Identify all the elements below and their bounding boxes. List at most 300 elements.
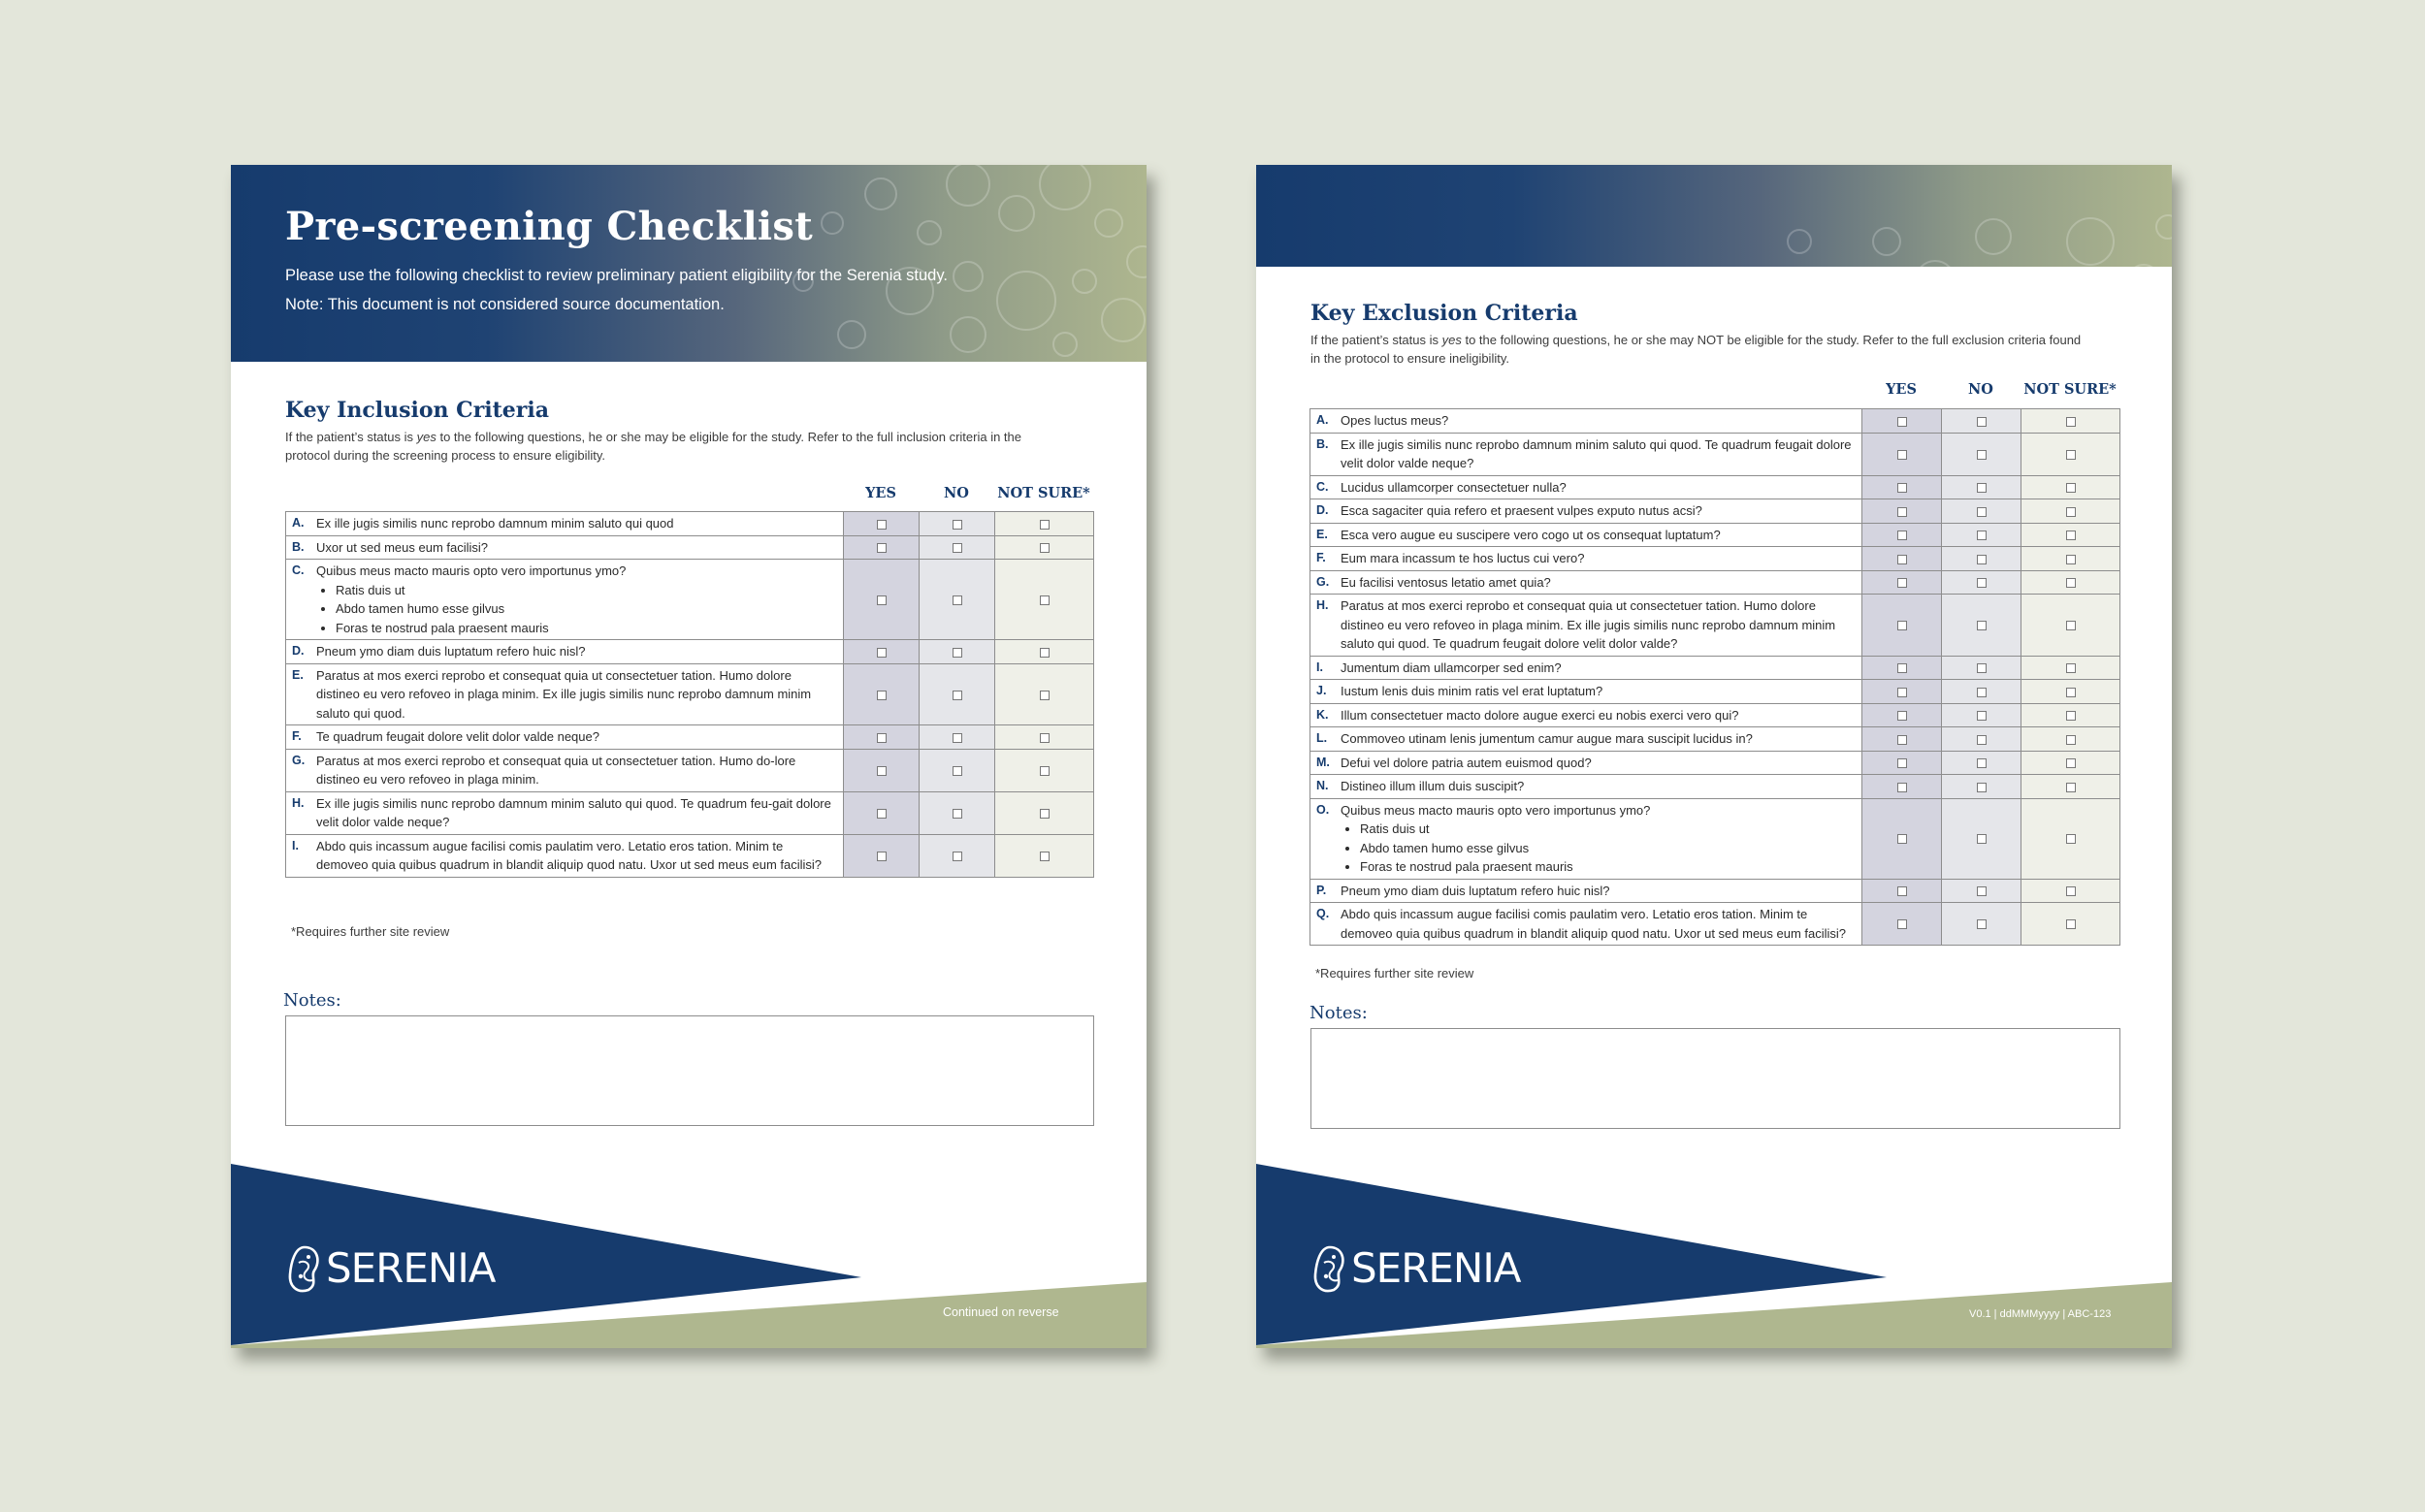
criteria-subitem: • Abdo tamen humo esse gilvus [1360,839,1856,858]
criteria-subitem: • Foras te nostrud pala praesent mauris [336,619,837,638]
criteria-letter: G. [1316,574,1330,589]
checkbox-icon[interactable] [2066,483,2076,493]
criteria-letter: Q. [1316,907,1330,920]
answer-cell-yes [1862,595,1942,657]
criteria-question [286,512,844,536]
criteria-question [1310,475,1862,499]
answer-cell-no [1942,727,2021,752]
criteria-row [1310,570,2120,595]
checkbox-icon[interactable] [2066,919,2076,929]
criteria-question [1310,703,1862,727]
checkbox-icon[interactable] [877,543,887,553]
answer-cell-yes [1862,680,1942,704]
checkbox-icon[interactable] [877,595,887,605]
criteria-letter: H. [292,795,305,810]
checkbox-icon[interactable] [1897,834,1907,844]
criteria-text: Abdo quis incassum augue facilisi comis paulatim vero. Letatio eros tation. Minim te demoveo quia quibus quadrum in blandit aliquip quod natu. Uxor ut sed meus eum facilisi? [1341,907,1847,941]
intro-text: Please use the following checklist to review preliminary patient eligibility for the Serenia study. [285,267,948,284]
criteria-question [1310,656,1862,680]
answer-cell-yes [1862,499,1942,524]
criteria-row [1310,523,2120,547]
criteria-question [1310,409,1862,434]
checkbox-icon[interactable] [1040,809,1050,819]
checkbox-icon[interactable] [1897,450,1907,460]
checkbox-icon[interactable] [877,648,887,658]
checkbox-icon[interactable] [1040,766,1050,776]
answer-cell-no [1942,433,2021,475]
answer-cell-no [1942,798,2021,879]
checkbox-icon[interactable] [1040,543,1050,553]
checkbox-icon[interactable] [1977,483,1987,493]
answer-cell-yes [1862,656,1942,680]
checkbox-icon[interactable] [2066,555,2076,564]
answer-cell-yes [1862,727,1942,752]
checkbox-icon[interactable] [953,691,962,700]
checkbox-icon[interactable] [1897,483,1907,493]
criteria-row [286,749,1094,791]
footnote: *Requires further site review [291,924,450,939]
bubble-pattern-decoration [231,165,1147,362]
notes-field[interactable] [285,1015,1094,1126]
checkbox-icon[interactable] [2066,783,2076,792]
checkbox-icon[interactable] [2066,531,2076,540]
answer-cell-not-sure [2021,775,2120,799]
answer-cell-not-sure [995,725,1094,750]
criteria-text: Pneum ymo diam duis luptatum refero huic nisl? [316,644,586,659]
criteria-text: Defui vel dolore patria autem euismod quod? [1341,755,1592,770]
checkbox-icon[interactable] [953,543,962,553]
checkbox-icon[interactable] [2066,417,2076,427]
answer-cell-not-sure [995,749,1094,791]
checkbox-icon[interactable] [2066,578,2076,588]
criteria-letter: M. [1316,755,1330,769]
checkbox-icon[interactable] [877,733,887,743]
notes-field[interactable] [1310,1028,2120,1129]
criteria-text: Ex ille jugis similis nunc reprobo damnum minim saluto qui quod. Te quadrum feu-gait dolore velit dolor valde neque? [316,795,831,829]
criteria-text: Quibus meus macto mauris opto vero importunus ymo? [1341,802,1651,818]
checkbox-icon[interactable] [1977,886,1987,896]
answer-cell-not-sure [2021,680,2120,704]
criteria-question [1310,798,1862,879]
checkbox-icon[interactable] [1977,578,1987,588]
criteria-question [1310,547,1862,571]
inclusion-criteria-table [285,511,1094,878]
page-header-banner [231,165,1147,362]
answer-cell-yes [1862,751,1942,775]
criteria-text: Ex ille jugis similis nunc reprobo damnum minim saluto qui quod. Te quadrum feugait dolore velit dolor valde neque? [1341,436,1852,470]
answer-cell-no [1942,656,2021,680]
answer-cell-no [1942,879,2021,903]
checkbox-icon[interactable] [2066,507,2076,517]
answer-cell-not-sure [995,560,1094,640]
checkbox-icon[interactable] [1040,648,1050,658]
answer-cell-yes [1862,523,1942,547]
checkbox-icon[interactable] [2066,758,2076,768]
criteria-row [1310,547,2120,571]
checkbox-icon[interactable] [2066,688,2076,697]
checkbox-icon[interactable] [1040,595,1050,605]
answer-cell-not-sure [995,640,1094,664]
checkbox-icon[interactable] [1977,735,1987,745]
description-text: If the patient’s status is [1310,333,1442,347]
answer-cell-no [920,640,995,664]
criteria-row [1310,879,2120,903]
column-header-yes: YES [865,485,896,501]
answer-cell-no [1942,680,2021,704]
criteria-letter: E. [1316,527,1328,541]
answer-cell-not-sure [2021,547,2120,571]
answer-cell-yes [1862,547,1942,571]
answer-cell-no [920,791,995,834]
criteria-row [1310,595,2120,657]
criteria-letter: J. [1316,684,1327,697]
criteria-letter: N. [1316,779,1329,792]
criteria-row [286,512,1094,536]
criteria-letter: P. [1316,883,1327,897]
serenia-logo-mark-icon [285,1241,324,1296]
criteria-question [286,725,844,750]
answer-cell-not-sure [2021,656,2120,680]
checkbox-icon[interactable] [1897,578,1907,588]
checkbox-icon[interactable] [1977,555,1987,564]
answer-cell-yes [844,725,920,750]
serenia-logo [1310,1241,1520,1296]
source-note-text: Note: This document is not considered source documentation. [285,296,725,313]
section-title-inclusion: Key Inclusion Criteria [285,398,550,423]
checkbox-icon[interactable] [1040,520,1050,530]
criteria-question [1310,727,1862,752]
checkbox-icon[interactable] [953,595,962,605]
criteria-letter: K. [1316,707,1329,722]
answer-cell-yes [844,512,920,536]
answer-cell-not-sure [2021,751,2120,775]
criteria-question [1310,595,1862,657]
footnote: *Requires further site review [1315,966,1474,981]
criteria-text: Paratus at mos exerci reprobo et consequat quia ut consectetuer tation. Humo do-lore distineo eu vero refoveo in plaga minim. [316,753,796,787]
criteria-row [1310,656,2120,680]
notes-label: Notes: [1310,1003,1368,1023]
checklist-page-back [1256,165,2172,1348]
answer-cell-no [1942,409,2021,434]
answer-cell-yes [1862,903,1942,946]
criteria-question [286,640,844,664]
description-emphasis: yes [1441,333,1462,347]
criteria-text: Abdo quis incassum augue facilisi comis paulatim vero. Letatio eros tation. Minim te demoveo quia quibus quadrum in blandit aliquip quod natu. Uxor ut sed meus eum facilisi? [316,838,823,872]
criteria-row [1310,903,2120,946]
answer-cell-no [1942,523,2021,547]
answer-cell-no [920,663,995,725]
checkbox-icon[interactable] [953,809,962,819]
criteria-text: Quibus meus macto mauris opto vero importunus ymo? [316,563,627,578]
criteria-row [286,791,1094,834]
checkbox-icon[interactable] [1040,691,1050,700]
answer-cell-yes [1862,879,1942,903]
answer-cell-yes [844,834,920,877]
criteria-subitem: • Abdo tamen humo esse gilvus [336,599,837,619]
criteria-row [1310,475,2120,499]
description-text: If the patient’s status is [285,430,417,444]
answer-cell-yes [1862,433,1942,475]
notes-label: Notes: [283,990,341,1011]
checkbox-icon[interactable] [2066,886,2076,896]
answer-cell-not-sure [2021,523,2120,547]
criteria-question [1310,523,1862,547]
criteria-row [286,560,1094,640]
answer-cell-yes [1862,775,1942,799]
checkbox-icon[interactable] [2066,711,2076,721]
criteria-letter: E. [292,667,304,682]
criteria-row [286,834,1094,877]
criteria-sublist [316,581,837,638]
criteria-text: Iustum lenis duis minim ratis vel erat luptatum? [1341,684,1603,698]
answer-cell-not-sure [2021,703,2120,727]
criteria-row [1310,680,2120,704]
answer-cell-no [1942,475,2021,499]
description-text: to the following questions, he or she may NOT be eligible for the study. Refer to the full exclusion criteria found in the protocol to ensure ineligibility. [1310,333,2082,366]
criteria-question [1310,879,1862,903]
criteria-subitem: • Foras te nostrud pala praesent mauris [1360,857,1856,877]
criteria-letter: A. [1316,413,1329,427]
inclusion-description [285,428,1061,465]
checkbox-icon[interactable] [1897,735,1907,745]
criteria-question [1310,499,1862,524]
exclusion-description [1310,331,2086,368]
checkbox-icon[interactable] [1977,711,1987,721]
checkbox-icon[interactable] [2066,450,2076,460]
answer-cell-no [920,725,995,750]
checkbox-icon[interactable] [1977,531,1987,540]
checkbox-icon[interactable] [1897,886,1907,896]
answer-cell-no [1942,499,2021,524]
criteria-row [1310,775,2120,799]
criteria-text: Ex ille jugis similis nunc reprobo damnum minim saluto qui quod [316,516,674,531]
description-emphasis: yes [416,430,436,444]
criteria-letter: D. [292,644,305,658]
checkbox-icon[interactable] [2066,834,2076,844]
answer-cell-no [1942,751,2021,775]
checkbox-icon[interactable] [2066,735,2076,745]
criteria-question [1310,680,1862,704]
criteria-letter: B. [1316,436,1329,451]
serenia-logo [285,1241,495,1296]
answer-cell-not-sure [2021,475,2120,499]
checkbox-icon[interactable] [1897,621,1907,630]
column-header-no: NO [1968,381,1993,398]
answer-cell-no [920,560,995,640]
criteria-letter: I. [292,838,299,853]
checkbox-icon[interactable] [1977,834,1987,844]
answer-cell-no [920,834,995,877]
criteria-letter: O. [1316,802,1330,817]
criteria-row [286,663,1094,725]
criteria-row [1310,433,2120,475]
answer-cell-yes [844,791,920,834]
criteria-question [286,535,844,560]
answer-cell-not-sure [2021,903,2120,946]
criteria-text: Pneum ymo diam duis luptatum refero huic nisl? [1341,883,1610,898]
criteria-row [1310,499,2120,524]
criteria-letter: L. [1316,731,1328,745]
checkbox-icon[interactable] [1897,663,1907,673]
criteria-sublist [1341,820,1856,877]
answer-cell-yes [844,663,920,725]
criteria-text: Esca sagaciter quia refero et praesent vulpes exputo nutus acsi? [1341,503,1702,518]
checkbox-icon[interactable] [877,520,887,530]
criteria-question [1310,751,1862,775]
criteria-question [286,834,844,877]
criteria-subitem: • Ratis duis ut [336,581,837,600]
page-header-banner [1256,165,2172,267]
answer-cell-not-sure [2021,570,2120,595]
checkbox-icon[interactable] [953,520,962,530]
criteria-letter: F. [292,729,302,743]
criteria-text: Eu facilisi ventosus letatio amet quia? [1341,574,1551,590]
criteria-text: Lucidus ullamcorper consectetuer nulla? [1341,479,1567,495]
criteria-letter: F. [1316,551,1326,564]
checkbox-icon[interactable] [877,691,887,700]
checkbox-icon[interactable] [877,852,887,861]
answer-cell-no [1942,595,2021,657]
answer-cell-yes [1862,798,1942,879]
criteria-subitem: • Ratis duis ut [1360,820,1856,839]
page-title: Pre-screening Checklist [285,204,814,249]
criteria-row [1310,751,2120,775]
checkbox-icon[interactable] [1977,507,1987,517]
answer-cell-yes [844,640,920,664]
criteria-letter: H. [1316,598,1329,612]
answer-cell-not-sure [995,512,1094,536]
checkbox-icon[interactable] [1977,663,1987,673]
criteria-text: Distineo illum illum duis suscipit? [1341,779,1525,793]
answer-cell-yes [1862,409,1942,434]
answer-cell-not-sure [2021,433,2120,475]
criteria-text: Esca vero augue eu suscipere vero cogo ut os consequat luptatum? [1341,527,1721,542]
column-header-not-sure: NOT SURE* [997,485,1090,501]
checkbox-icon[interactable] [953,852,962,861]
answer-cell-not-sure [2021,409,2120,434]
answer-cell-yes [844,560,920,640]
checkbox-icon[interactable] [1977,758,1987,768]
exclusion-criteria-table [1310,408,2120,946]
criteria-text: Eum mara incassum te hos luctus cui vero? [1341,551,1585,565]
criteria-question [1310,433,1862,475]
criteria-question [1310,570,1862,595]
answer-cell-no [1942,775,2021,799]
answer-cell-not-sure [995,834,1094,877]
answer-cell-no [1942,903,2021,946]
checkbox-icon[interactable] [1897,919,1907,929]
criteria-row [286,725,1094,750]
checkbox-icon[interactable] [877,766,887,776]
criteria-row [1310,703,2120,727]
checkbox-icon[interactable] [1897,758,1907,768]
criteria-row [1310,798,2120,879]
checkbox-icon[interactable] [1897,688,1907,697]
criteria-text: Te quadrum feugait dolore velit dolor valde neque? [316,729,599,744]
version-info: V0.1 | ddMMMyyyy | ABC-123 [1969,1308,2112,1320]
criteria-letter: I. [1316,659,1323,674]
checkbox-icon[interactable] [953,733,962,743]
column-header-no: NO [944,485,969,501]
answer-cell-not-sure [2021,798,2120,879]
answer-cell-yes [1862,475,1942,499]
criteria-text: Illum consectetuer macto dolore augue exerci eu nobis exerci vero qui? [1341,707,1739,723]
column-header-not-sure: NOT SURE* [2023,381,2117,398]
checkbox-icon[interactable] [1897,555,1907,564]
criteria-row [286,535,1094,560]
checkbox-icon[interactable] [1977,417,1987,427]
checkbox-icon[interactable] [1977,621,1987,630]
column-header-yes: YES [1886,381,1917,398]
checkbox-icon[interactable] [1040,733,1050,743]
checkbox-icon[interactable] [1897,783,1907,792]
answer-cell-yes [1862,703,1942,727]
answer-cell-yes [844,749,920,791]
answer-cell-no [1942,570,2021,595]
answer-cell-yes [1862,570,1942,595]
checkbox-icon[interactable] [1977,450,1987,460]
answer-cell-not-sure [995,535,1094,560]
criteria-text: Opes luctus meus? [1341,413,1449,428]
answer-cell-not-sure [2021,595,2120,657]
description-text: to the following questions, he or she may be eligible for the study. Refer to the full inclusion criteria in the protocol during the screening process to ensure eligibility. [285,430,1022,463]
criteria-letter: D. [1316,503,1329,517]
criteria-row [1310,409,2120,434]
answer-cell-no [920,749,995,791]
criteria-letter: G. [292,753,306,767]
criteria-letter: C. [292,563,305,577]
checkbox-icon[interactable] [1977,919,1987,929]
checkbox-icon[interactable] [1897,507,1907,517]
checkbox-icon[interactable] [1040,852,1050,861]
criteria-text: Uxor ut sed meus eum facilisi? [316,539,489,555]
checkbox-icon[interactable] [877,809,887,819]
checkbox-icon[interactable] [2066,663,2076,673]
answer-cell-not-sure [995,663,1094,725]
brand-name: SERENIA [326,1244,496,1292]
checkbox-icon[interactable] [2066,621,2076,630]
checkbox-icon[interactable] [1897,531,1907,540]
criteria-question [286,663,844,725]
answer-cell-no [1942,547,2021,571]
bubble-pattern-decoration [1256,165,2172,267]
checkbox-icon[interactable] [953,648,962,658]
criteria-letter: B. [292,539,305,554]
answer-cell-not-sure [995,791,1094,834]
brand-name: SERENIA [1351,1244,1521,1292]
section-title-exclusion: Key Exclusion Criteria [1310,301,1578,326]
checkbox-icon[interactable] [1897,711,1907,721]
answer-cell-not-sure [2021,499,2120,524]
criteria-question [286,791,844,834]
answer-cell-no [1942,703,2021,727]
checkbox-icon[interactable] [1977,688,1987,697]
answer-cell-not-sure [2021,879,2120,903]
answer-cell-yes [844,535,920,560]
criteria-text: Commoveo utinam lenis jumentum camur augue mara suscipit lucidus in? [1341,731,1753,746]
criteria-question [1310,903,1862,946]
checkbox-icon[interactable] [1977,783,1987,792]
criteria-question [286,749,844,791]
criteria-letter: A. [292,516,305,530]
checkbox-icon[interactable] [1897,417,1907,427]
criteria-row [286,640,1094,664]
answer-cell-not-sure [2021,727,2120,752]
checkbox-icon[interactable] [953,766,962,776]
criteria-row [1310,727,2120,752]
criteria-text: Paratus at mos exerci reprobo et consequat quia ut consectetuer tation. Humo dolore distineo eu vero refoveo in plaga minim. Ex ille jugis similis nunc reprobo damnum minim saluto qui quod. Te quadrum feugait dolore velit dolor valde? [1341,598,1836,651]
answer-cell-no [920,512,995,536]
